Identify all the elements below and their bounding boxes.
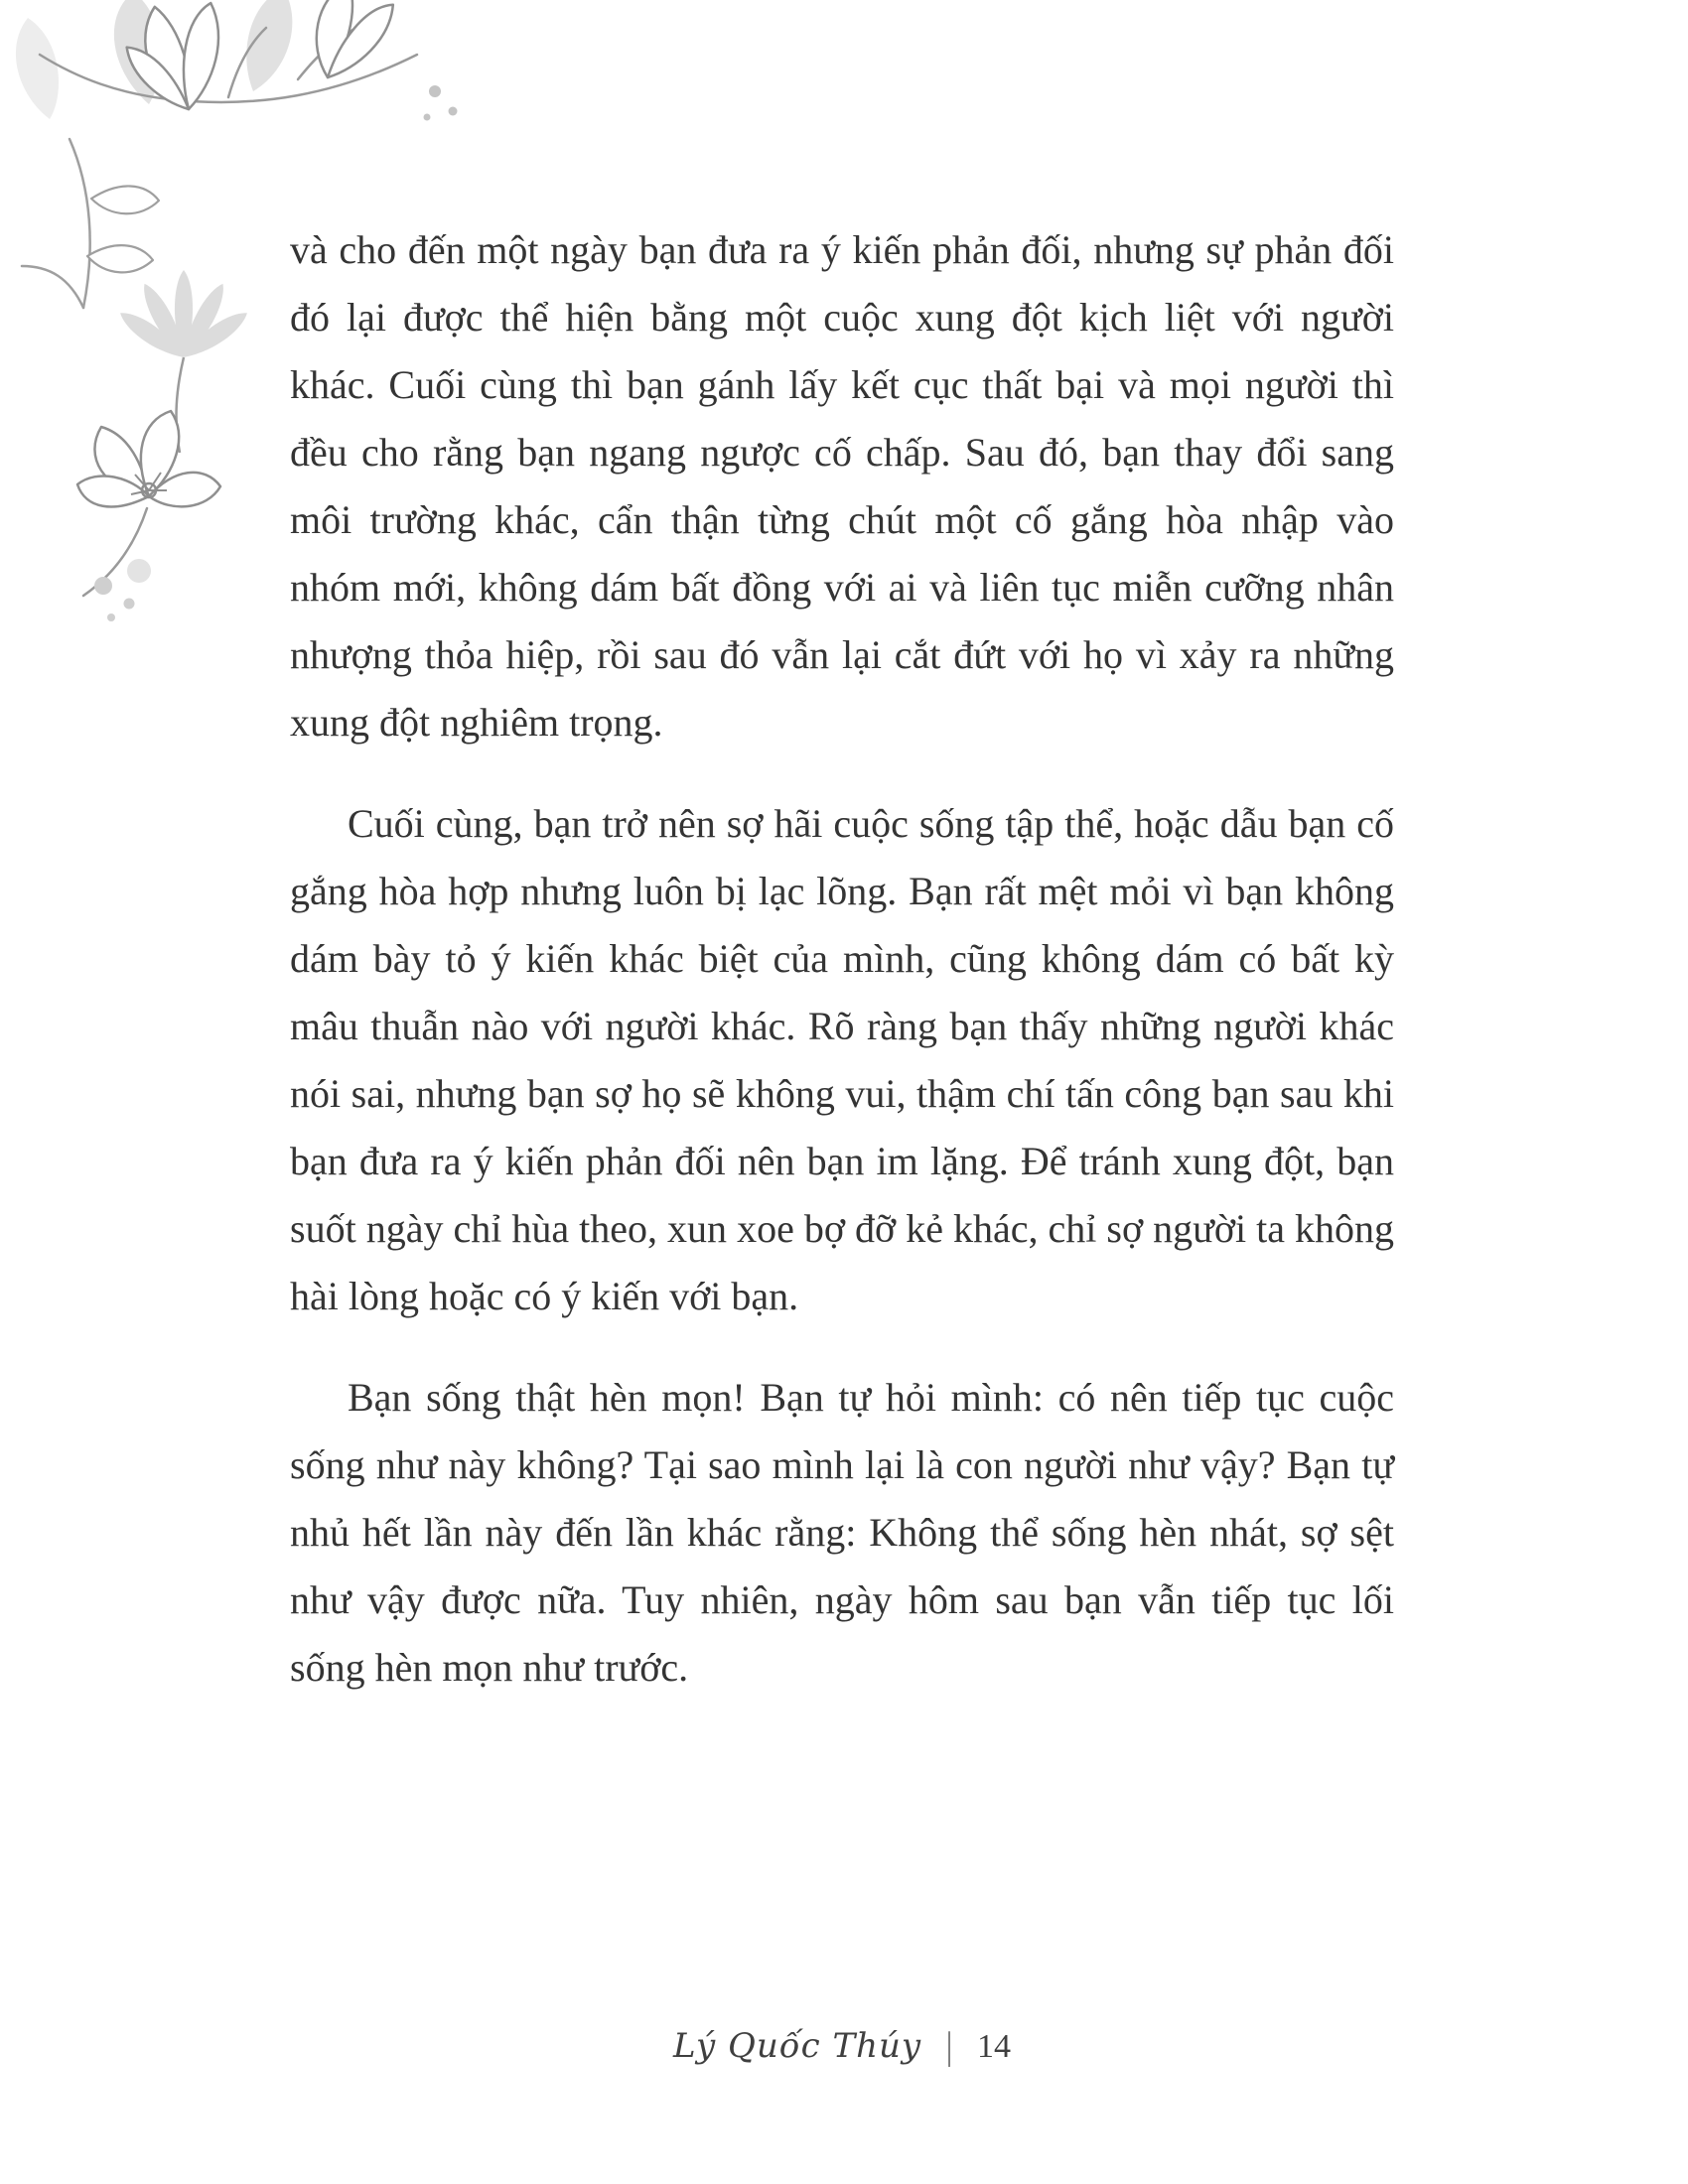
footer-separator: | <box>945 2025 953 2068</box>
poppy-flower-icon <box>77 411 220 506</box>
dot-accent <box>94 559 151 621</box>
author-name: Lý Quốc Thúy <box>673 2026 922 2066</box>
gray-petal-cluster-top <box>16 0 292 119</box>
paragraph-2: Cuối cùng, bạn trở nên sợ hãi cuộc sống tập thể, hoặc dẫu bạn cố gắng hòa hợp nhưng luôn bị lạc lõng. Bạn rất mệt mỏi vì bạn không dám bày tỏ ý kiến khác biệt của mình, cũng không dám có bất kỳ mâu thuẫn nào với người khác. Rõ ràng bạn thấy những người khác nói sai, nhưng bạn sợ họ sẽ không vui, thậm chí tấn công bạn sau khi bạn đưa ra ý kiến phản đối nên bạn im lặng. Để tránh xung đột, bạn suốt ngày chỉ hùa theo, xun xoe bợ đỡ kẻ khác, chỉ sợ người ta không hài lòng hoặc có ý kiến với bạn. <box>290 801 1394 1318</box>
page-number: 14 <box>976 2028 1011 2065</box>
gray-fan-flower-icon <box>115 270 252 453</box>
tulip-flower-icon <box>303 0 397 90</box>
body-text <box>290 216 1394 1735</box>
paragraph-3: Bạn sống thật hèn mọn! Bạn tự hỏi mình: có nên tiếp tục cuộc sống như này không? Tại sao mình lại là con người như vậy? Bạn tự nhủ hết lần này đến lần khác rằng: Không thể sống hèn nhát, sợ sệt như vậy được nữa. Tuy nhiên, ngày hôm sau bạn vẫn tiếp tục lối sống hèn mọn như trước. <box>290 1375 1394 1690</box>
paragraph-1: và cho đến một ngày bạn đưa ra ý kiến phản đối, nhưng sự phản đối đó lại được thể hiện bằng một cuộc xung đột kịch liệt với người khác. Cuối cùng thì bạn gánh lấy kết cục thất bại và mọi người thì đều cho rằng bạn ngang ngược cố chấp. Sau đó, bạn thay đổi sang môi trường khác, cẩn thận từng chút một cố gắng hòa nhập vào nhóm mới, không dám bất đồng với ai và liên tục miễn cưỡng nhân nhượng thỏa hiệp, rồi sau đó vẫn lại cắt đứt với họ vì xảy ra những xung đột nghiêm trọng. <box>290 227 1394 745</box>
tulip-flower-icon <box>119 0 233 119</box>
dot-accent <box>424 85 458 121</box>
page-footer <box>290 2025 1394 2068</box>
